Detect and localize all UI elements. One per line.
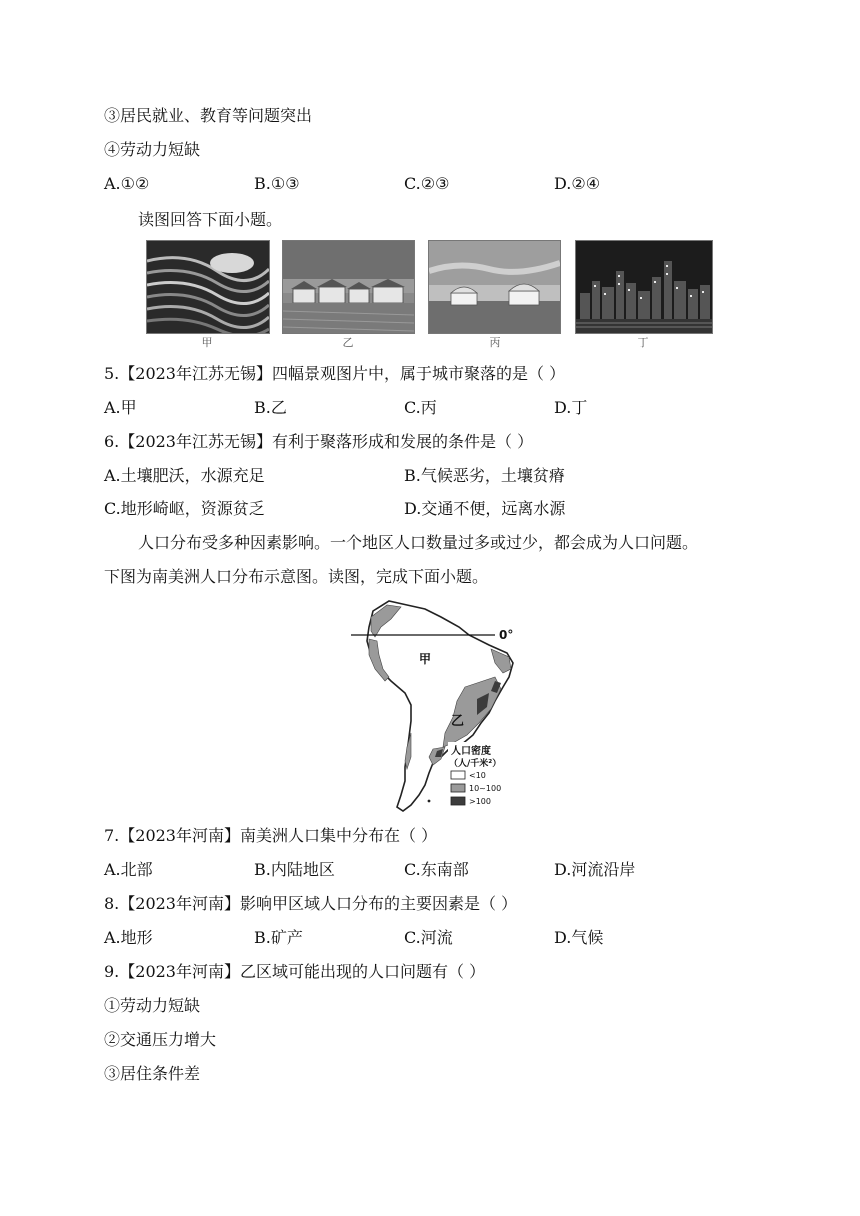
legend-label-low: <10: [469, 771, 486, 780]
question-5-stem: 5.【2023年江苏无锡】四幅景观图片中，属于城市聚落的是（ ）: [104, 364, 566, 383]
list-item: ③居住条件差: [104, 1064, 201, 1083]
option-b: B.乙: [254, 398, 287, 417]
photo-city-skyline-night: [575, 240, 713, 334]
legend-unit: （人/千米²）: [449, 759, 502, 769]
option-a: A.地形: [104, 928, 153, 947]
intro-text: 人口分布受多种因素影响。一个地区人口数量过多或过少，都会成为人口问题。: [138, 533, 699, 552]
legend-swatch-low: [451, 771, 465, 779]
photo-label-ding: 丁: [637, 336, 649, 349]
question-7-stem: 7.【2023年河南】南美洲人口集中分布在（ ）: [104, 826, 438, 845]
list-item: ③居民就业、教育等问题突出: [104, 106, 313, 125]
option-a: A.土壤肥沃，水源充足: [104, 466, 265, 485]
legend-label-medium: 10~100: [469, 784, 502, 793]
photo-label-jia: 甲: [201, 336, 213, 349]
option-c: C.丙: [404, 398, 437, 417]
list-item: ④劳动力短缺: [104, 140, 201, 159]
option-d: D.交通不便，远离水源: [404, 499, 566, 518]
option-b: B.气候恶劣，土壤贫瘠: [404, 466, 565, 485]
option-b: B.①③: [254, 174, 300, 193]
photo-yurts-on-grassland: [428, 240, 561, 334]
option-c: C.河流: [404, 928, 453, 947]
region-jia-label: 甲: [419, 652, 432, 666]
list-item: ①劳动力短缺: [104, 996, 201, 1015]
option-d: D.河流沿岸: [554, 860, 636, 879]
photo-label-yi: 乙: [342, 336, 354, 349]
legend-title: 人口密度: [451, 746, 491, 757]
legend-label-high: >100: [469, 797, 491, 806]
option-c: C.东南部: [404, 860, 469, 879]
region-yi-label: 乙: [451, 714, 465, 729]
legend-swatch-medium: [451, 784, 465, 792]
option-d: D.②④: [554, 174, 601, 193]
photo-label-bing: 丙: [489, 336, 501, 349]
south-america-population-map: [345, 597, 530, 817]
list-item: ②交通压力增大: [104, 1030, 217, 1049]
option-c: C.地形崎岖，资源贫乏: [104, 499, 265, 518]
option-b: B.矿产: [254, 928, 303, 947]
legend: [448, 742, 526, 808]
photo-village-houses: [282, 240, 415, 334]
option-a: A.甲: [104, 398, 137, 417]
intro-text: 下图为南美洲人口分布示意图。读图，完成下面小题。: [104, 567, 489, 586]
question-6-stem: 6.【2023年江苏无锡】有利于聚落形成和发展的条件是（ ）: [104, 432, 534, 451]
option-d: D.气候: [554, 928, 604, 947]
photo-terraced-fields: [146, 240, 270, 334]
option-c: C.②③: [404, 174, 450, 193]
option-a: A.①②: [104, 174, 150, 193]
option-b: B.内陆地区: [254, 860, 335, 879]
equator-label: 0°: [499, 628, 514, 642]
legend-swatch-high: [451, 797, 465, 805]
question-9-stem: 9.【2023年河南】乙区域可能出现的人口问题有（ ）: [104, 962, 486, 981]
option-a: A.北部: [104, 860, 153, 879]
intro-text: 读图回答下面小题。: [138, 210, 283, 229]
question-8-stem: 8.【2023年河南】影响甲区域人口分布的主要因素是（ ）: [104, 894, 518, 913]
option-d: D.丁: [554, 398, 588, 417]
